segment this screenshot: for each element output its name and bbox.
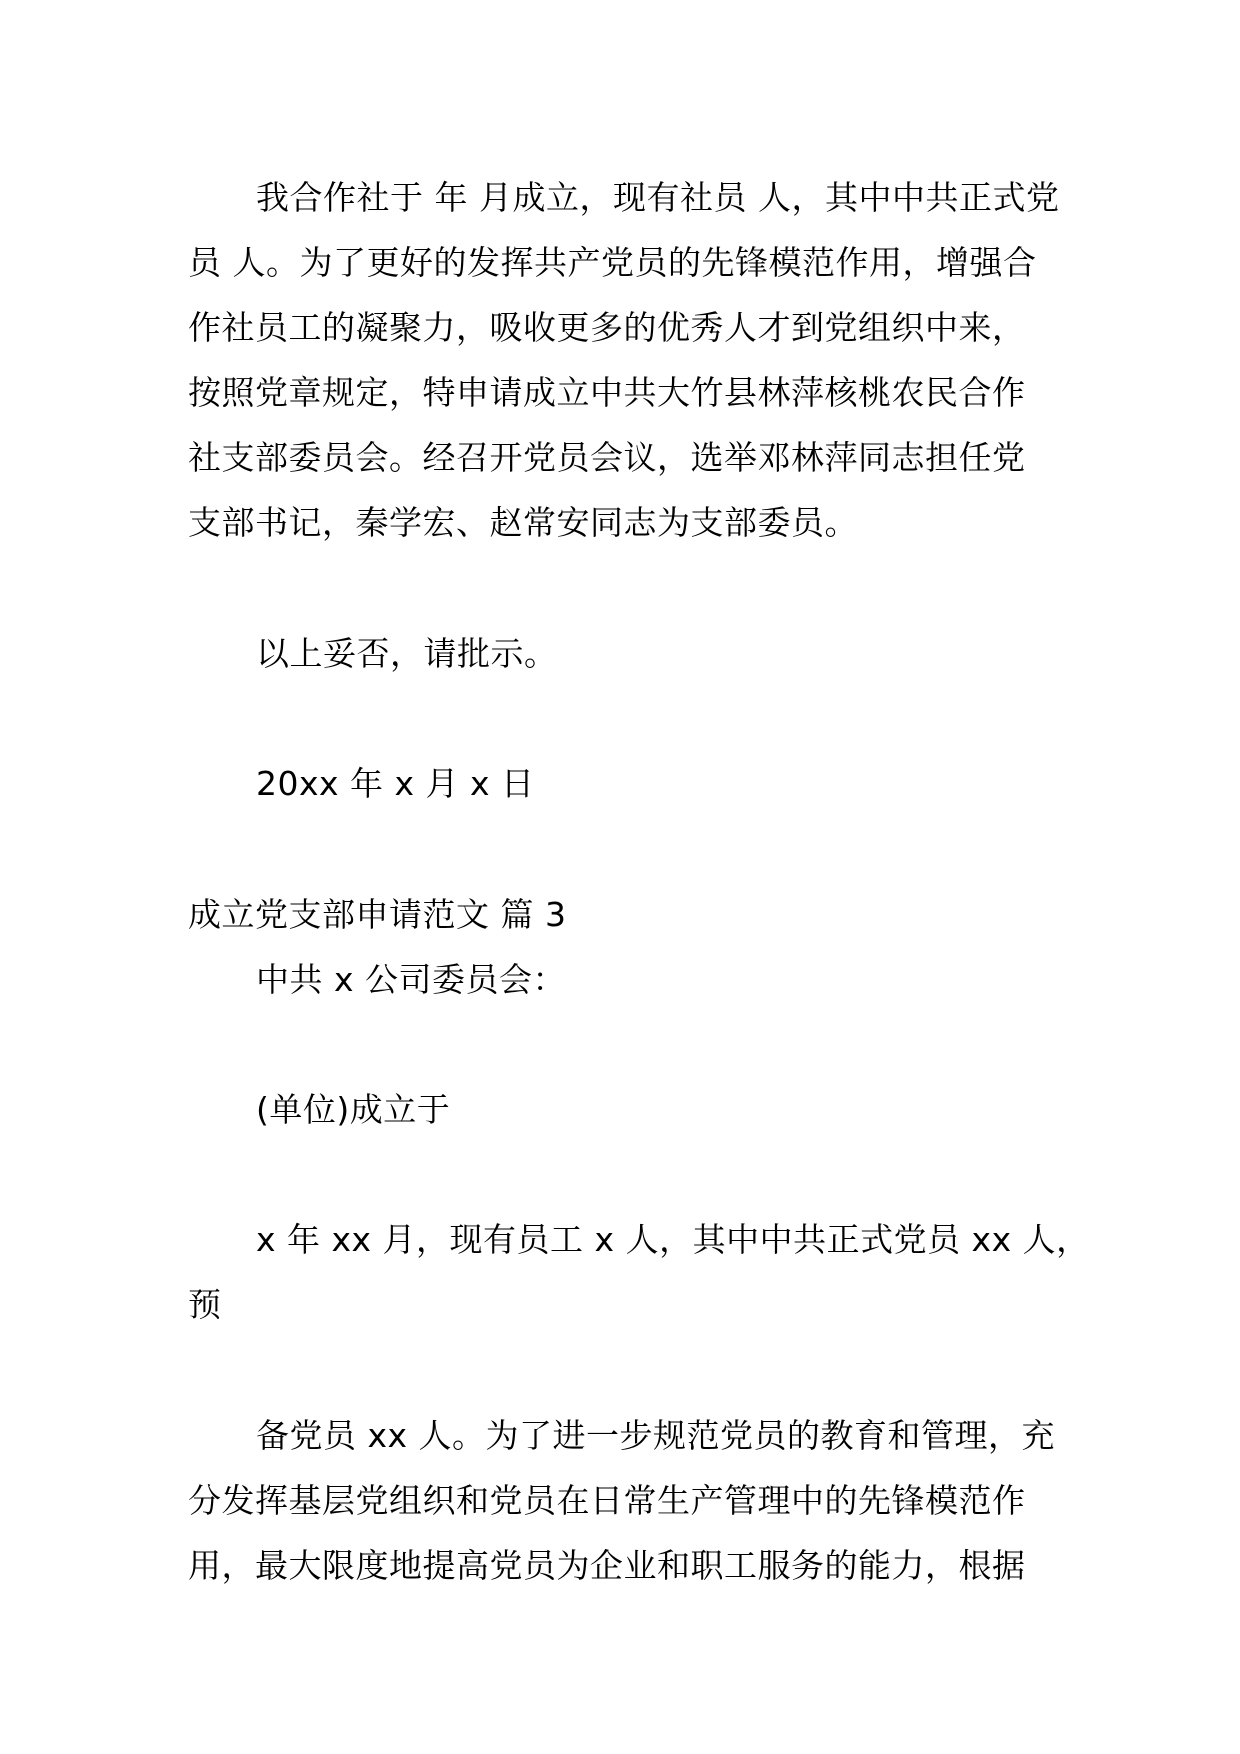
- paragraph-line: (单位)成立于: [256, 1090, 451, 1129]
- paragraph-line: 分发挥基层党组织和党员在日常生产管理中的先锋模范作: [188, 1481, 1026, 1520]
- section-heading: 成立党支部申请范文 篇 3: [188, 895, 567, 934]
- paragraph-line: 用，最大限度地提高党员为企业和职工服务的能力，根据: [188, 1546, 1026, 1585]
- paragraph-line: 备党员 xx 人。为了进一步规范党员的教育和管理，充: [256, 1416, 1056, 1455]
- paragraph-line: x 年 xx 月，现有员工 x 人，其中中共正式党员 xx 人，: [256, 1220, 1090, 1259]
- paragraph-line: 预: [188, 1285, 222, 1324]
- paragraph-line: 我合作社于 年 月成立，现有社员 人，其中中共正式党: [256, 178, 1060, 217]
- salutation: 中共 x 公司委员会：: [256, 960, 567, 999]
- paragraph-line: 作社员工的凝聚力，吸收更多的优秀人才到党组织中来，: [188, 308, 1026, 347]
- paragraph-line: 社支部委员会。经召开党员会议，选举邓林萍同志担任党: [188, 438, 1026, 477]
- closing-request: 以上妥否，请批示。: [256, 634, 558, 673]
- date-line: 20xx 年 x 月 x 日: [256, 764, 535, 803]
- paragraph-line: 支部书记，秦学宏、赵常安同志为支部委员。: [188, 503, 858, 542]
- paragraph-line: 按照党章规定，特申请成立中共大竹县林萍核桃农民合作: [188, 373, 1026, 412]
- paragraph-line: 员 人。为了更好的发挥共产党员的先锋模范作用，增强合: [188, 243, 1037, 282]
